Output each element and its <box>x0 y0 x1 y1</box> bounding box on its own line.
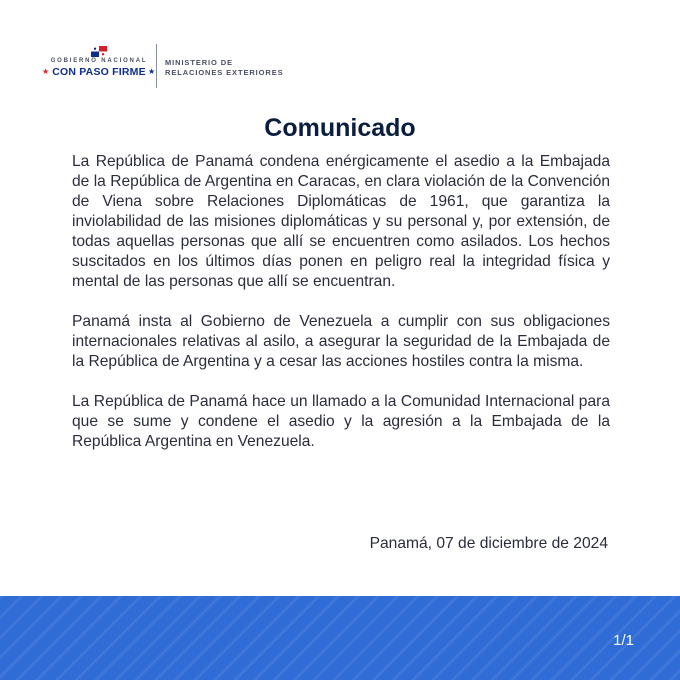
header <box>44 44 344 88</box>
paragraph: La República de Panamá condena enérgicamente el asedio a la Embajada de la República de Argentina en Caracas, en clara violación de la Convención de Viena sobre Relaciones Diplomáticas de 1961, que garantiza la inviolabilidad de las misiones diplomáticas y su personal y, por extensión, de todas aquellas personas que allí se encuentren como asilados. Los hechos suscitados en los últimos días ponen en peligro real la integridad física y mental de las personas que allí se encuentran. <box>72 153 610 290</box>
star-blue-icon: ★ <box>148 67 156 76</box>
gobierno-nacional-logo <box>42 44 156 88</box>
place-date-signature: Panamá, 07 de diciembre de 2024 <box>369 535 608 552</box>
ministry-line-1: MINISTERIO DE <box>165 58 233 67</box>
footer-band <box>0 596 680 680</box>
panama-flag-icon <box>91 46 107 57</box>
ministry-line-2: RELACIONES EXTERIORES <box>165 67 284 77</box>
star-red-icon: ★ <box>42 67 50 76</box>
ministry-label <box>165 58 284 77</box>
page-title: Comunicado <box>264 114 416 142</box>
page-indicator: 1/1 <box>613 632 634 649</box>
footer-diagonal-pattern <box>0 596 680 680</box>
con-paso-firme-label: CON PASO FIRME <box>52 66 146 78</box>
gobierno-nacional-label: GOBIERNO NACIONAL <box>50 58 148 64</box>
logo-divider <box>156 44 157 88</box>
paragraph: La República de Panamá hace un llamado a la Comunidad Internacional para que se sume y condene el asedio y la agresión a la Embajada de la República Argentina en Venezuela. <box>72 393 610 450</box>
paragraph: Panamá insta al Gobierno de Venezuela a cumplir con sus obligaciones internacionales relativas al asilo, a asegurar la seguridad de la Embajada de la República de Argentina y a cesar las acciones hostiles contra la misma. <box>72 313 610 370</box>
statement-body <box>72 152 610 472</box>
